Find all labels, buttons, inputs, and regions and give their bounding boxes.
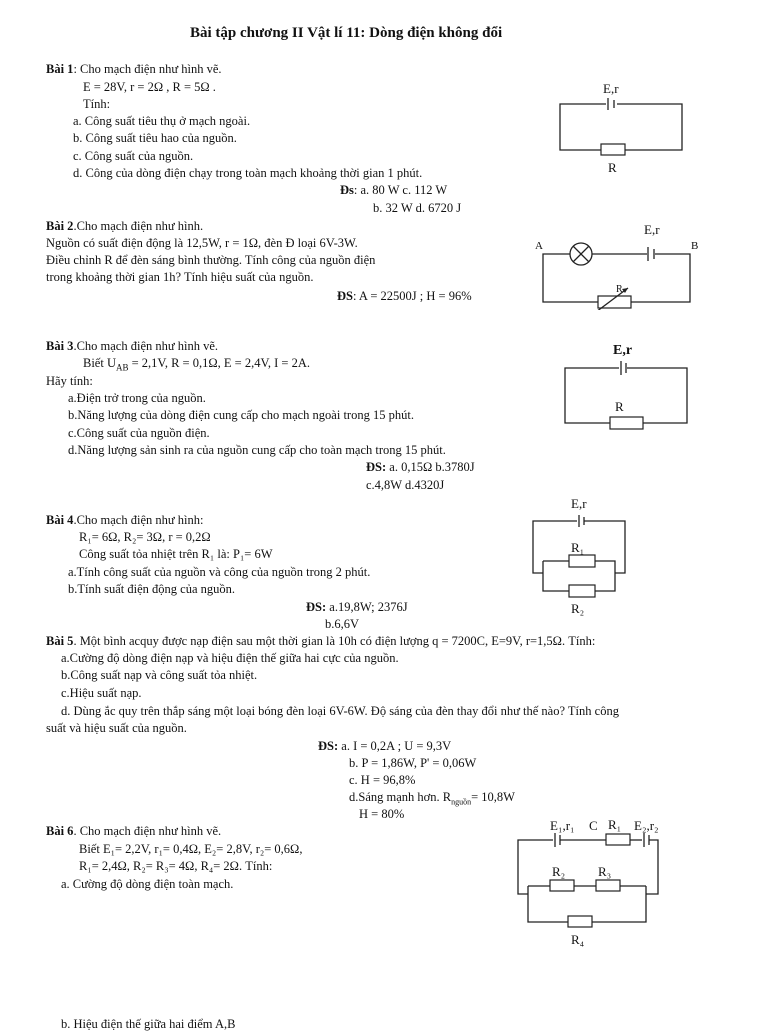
bai3-item-d: d.Năng lượng sản sinh ra của nguồn cung cấp cho toàn mạch trong 15 phút. — [68, 443, 446, 457]
bai6-fig-e2r2-label: E₂,r₂ — [634, 818, 659, 833]
bai3-heading: Bài 3 — [46, 339, 74, 353]
bai6-fig-e1r1-label: E₁,r₁ — [550, 818, 575, 833]
bai2-fig-b-label: B — [691, 240, 699, 252]
bai4-given: R₁= 6Ω, R₂= 3Ω, r = 0,2Ω — [79, 530, 211, 544]
bai6-resistor-r1 — [606, 834, 630, 845]
bai5-item-d-line-2: suất và hiệu suất của nguồn. — [46, 721, 187, 735]
bai5-answer-2: b. P = 1,86W, P' = 0,06W — [349, 756, 477, 770]
bai1-intro: : Cho mạch điện như hình vẽ. — [73, 62, 222, 76]
bai6-given-1: Biết E₁= 2,2V, r₁= 0,4Ω, E₂= 2,8V, r₂= 0,6Ω, — [79, 842, 303, 856]
bai3-given — [83, 355, 310, 376]
bai5-item-c: c.Hiệu suất nạp. — [61, 686, 142, 700]
bai1-answer-1-text: : a. 80 W c. 112 W — [353, 183, 448, 197]
bai2-fig-a-label: A — [535, 240, 543, 252]
bai2-answer — [337, 288, 472, 304]
bai1-tinh: Tính: — [83, 97, 111, 111]
bai4-answer-2: b.6,6V — [325, 617, 360, 631]
bai1-circuit-diagram — [548, 78, 698, 178]
bai6-resistor-r4 — [568, 916, 592, 927]
bai3-fig-er-label: E,r — [613, 343, 633, 358]
bai6-fig-r1-label: R₁ — [608, 817, 622, 832]
bai3-intro-line — [46, 338, 218, 354]
bai5-item-a: a.Cường độ dòng điện nạp và hiệu điện thế giữa hai cực của nguồn. — [61, 651, 399, 665]
bai4-answer-label: ĐS: — [306, 600, 327, 614]
bai2-heading: Bài 2 — [46, 219, 74, 233]
bai2-fig-r-label: R — [616, 284, 623, 295]
bai2-answer-label: ĐS — [337, 289, 353, 303]
bai1-item-c: c. Công suất của nguồn. — [73, 149, 194, 163]
bai6-item-b-cut: b. Hiệu điện thế giữa hai điểm A,B — [61, 1017, 236, 1031]
bai4-intro-line — [46, 512, 203, 528]
bai1-item-b: b. Công suất tiêu hao của nguồn. — [73, 131, 237, 145]
bai6-intro-line — [46, 823, 221, 839]
bai3-answer-2: c.4,8W d.4320J — [366, 478, 445, 492]
bai5-item-d-line-1: d. Dùng ắc quy trên thắp sáng một loại bóng đèn loại 6V-6W. Độ sáng của đèn thay đổi như thế nào? Tính công — [61, 704, 619, 718]
bai4-heading: Bài 4 — [46, 513, 74, 527]
bai3-intro: .Cho mạch điện như hình vẽ. — [73, 339, 219, 353]
bai2-wire-right — [631, 254, 690, 302]
bai3-item-a: a.Điện trở trong của nguồn. — [68, 391, 206, 405]
bai5-answer-4-post: = 10,8W — [471, 790, 515, 804]
bai4-resistor-r2 — [569, 585, 595, 597]
bai3-resistor-r — [610, 417, 643, 429]
bai6-fig-r3-label: R₃ — [598, 864, 612, 879]
bai5-answer-1-text: a. I = 0,2A ; U = 9,3V — [338, 739, 452, 753]
bai4-intro: .Cho mạch điện như hình: — [73, 513, 204, 527]
bai4-answer-1-text: a.19,8W; 2376J — [326, 600, 408, 614]
bai1-fig-er-label: E,r — [603, 81, 619, 96]
bai4-fig-r2-label: R₂ — [571, 601, 585, 616]
bai2-line-1: Nguồn có suất điện động là 12,5W, r = 1Ω, đèn Đ loại 6V-3W. — [46, 236, 358, 250]
bai6-wire-right — [646, 840, 658, 894]
bai3-answer-label: ĐS: — [366, 460, 387, 474]
bai1-heading: Bài 1 — [46, 62, 74, 76]
bai6-given-2: R₁= 2,4Ω, R₂= R₃= 4Ω, R₄= 2Ω. Tính: — [79, 859, 273, 873]
bai1-item-a: a. Công suất tiêu thụ ở mạch ngoài. — [73, 114, 251, 128]
bai1-answer-1 — [340, 182, 447, 198]
bai3-item-b: b.Năng lượng của dòng điện cung cấp cho mạch ngoài trong 15 phút. — [68, 408, 414, 422]
bai3-answer-1-text: a. 0,15Ω b.3780J — [386, 460, 475, 474]
bai1-given: E = 28V, r = 2Ω , R = 5Ω . — [83, 80, 216, 94]
bai6-fig-r4-label: R₄ — [571, 932, 585, 947]
bai6-fig-c-label: C — [589, 818, 598, 833]
bai3-answer-1 — [366, 459, 475, 475]
bai5-heading: Bài 5 — [46, 634, 74, 648]
bai6-intro: . Cho mạch điện như hình vẽ. — [73, 824, 222, 838]
bai4-fig-r1-label: R₁ — [571, 540, 585, 555]
bai5-answer-3: c. H = 96,8% — [349, 773, 416, 787]
bai4-answer-1 — [306, 599, 408, 615]
bai5-answer-5: H = 80% — [359, 807, 405, 821]
bai3-wire-left — [565, 368, 619, 423]
bai2-line-3: trong khoảng thời gian 1h? Tính hiệu suất của nguồn. — [46, 270, 314, 284]
bai2-circuit-diagram — [530, 218, 710, 310]
bai5-answer-4-pre: d.Sáng mạnh hơn. R — [349, 790, 452, 804]
bai6-fig-r2-label: R₂ — [552, 864, 566, 879]
bai1-intro-line — [46, 61, 222, 77]
bai5-item-b: b.Công suất nạp và công suất tỏa nhiệt. — [61, 668, 258, 682]
bai3-item-c: c.Công suất của nguồn điện. — [68, 426, 210, 440]
bai5-answer-label: ĐS: — [318, 739, 339, 753]
bai4-power: Công suất tỏa nhiệt trên R₁ là: P₁= 6W — [79, 547, 273, 561]
bai3-given-sub: AB — [115, 362, 129, 373]
bai1-answer-label: Đs — [340, 183, 354, 197]
bai4-item-b: b.Tính suất điện động của nguồn. — [68, 582, 235, 596]
bai2-line-2: Điều chỉnh R để đèn sáng bình thường. Tính công của nguồn điện — [46, 253, 376, 267]
bai2-intro-line — [46, 218, 203, 234]
bai2-intro: .Cho mạch điện như hình. — [73, 219, 204, 233]
bai1-answer-2: b. 32 W d. 6720 J — [373, 201, 462, 215]
bai3-given-pre: Biết U — [83, 356, 116, 370]
bai1-fig-r-label: R — [608, 160, 617, 175]
bai5-answer-4-sub: nguồn — [451, 797, 472, 807]
bai4-item-a: a.Tính công suất của nguồn và công của nguồn trong 2 phút. — [68, 565, 371, 579]
bai3-circuit-diagram — [555, 338, 700, 430]
bai6-circuit-diagram — [508, 812, 668, 952]
bai1-wire-right — [617, 104, 682, 150]
bai3-given-post: = 2,1V, R = 0,1Ω, E = 2,4V, I = 2A. — [128, 356, 310, 370]
page-title: Bài tập chương II Vật lí 11: Dòng điện không đổi — [190, 25, 503, 41]
bai4-resistor-r1 — [569, 555, 595, 567]
bai2-fig-er-label: E,r — [644, 222, 660, 237]
bai4-circuit-diagram — [525, 493, 635, 621]
bai1-wire-left — [560, 104, 606, 150]
bai6-item-a: a. Cường độ dòng điện toàn mạch. — [61, 877, 234, 891]
bai6-heading: Bài 6 — [46, 824, 74, 838]
bai5-line-1-text: . Một bình acquy được nạp điện sau một thời gian là 10h có điện lượng q = 7200C, E=9V, r=1,5Ω. Tính: — [73, 634, 596, 648]
bai3-wire-right — [627, 368, 687, 423]
bai1-resistor-r — [601, 144, 625, 155]
bai6-resistor-r3 — [596, 880, 620, 891]
bai3-hay-tinh: Hãy tính: — [46, 374, 93, 388]
bai5-line-1 — [46, 633, 595, 649]
bai1-item-d: d. Công của dòng điện chạy trong toàn mạch khoảng thời gian 1 phút. — [73, 166, 423, 180]
bai4-fig-er-label: E,r — [571, 496, 587, 511]
bai6-resistor-r2 — [550, 880, 574, 891]
bai5-answer-1 — [318, 738, 451, 754]
bai2-answer-text: : A = 22500J ; H = 96% — [352, 289, 472, 303]
bai3-fig-r-label: R — [615, 399, 624, 414]
